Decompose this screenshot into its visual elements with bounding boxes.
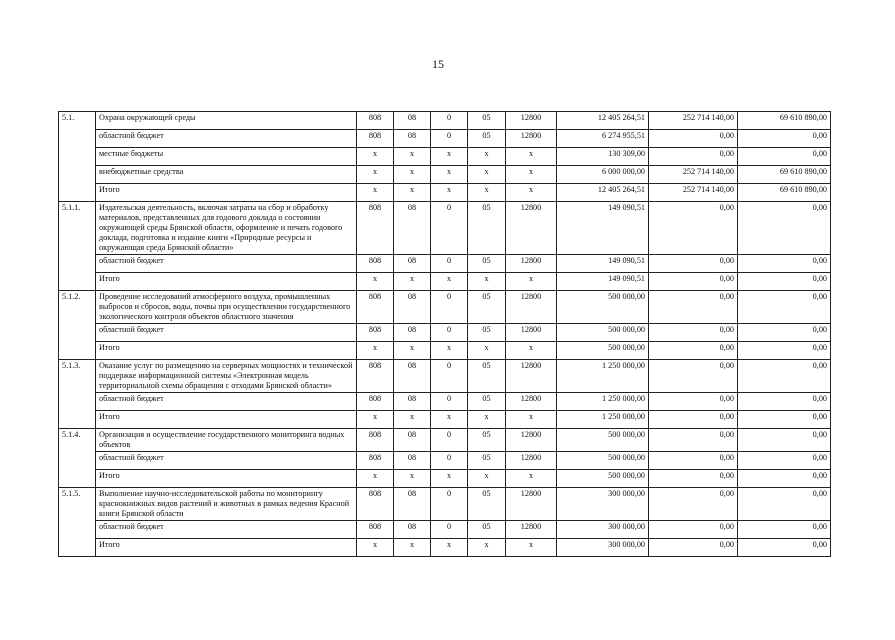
budget-code-cell: 0 <box>431 112 468 130</box>
budget-code-cell: 808 <box>357 429 394 452</box>
budget-code-cell: 808 <box>357 488 394 521</box>
item-description: Организация и осуществление государственного мониторинга водных объектов <box>96 429 357 452</box>
budget-code-cell: x <box>357 166 394 184</box>
budget-code-cell: 08 <box>394 112 431 130</box>
budget-code-cell: x <box>431 273 468 291</box>
budget-code-cell: x <box>468 342 506 360</box>
budget-code-cell: x <box>357 273 394 291</box>
amount-cell: 12 405 264,51 <box>557 184 649 202</box>
budget-code-cell: 0 <box>431 393 468 411</box>
amount-cell: 300 000,00 <box>557 488 649 521</box>
amount-cell: 0,00 <box>649 360 738 393</box>
budget-code-cell: x <box>431 184 468 202</box>
budget-table <box>58 111 831 557</box>
amount-cell: 252 714 140,00 <box>649 166 738 184</box>
budget-code-cell: 05 <box>468 429 506 452</box>
amount-cell: 1 250 000,00 <box>557 393 649 411</box>
table-row-subtotal <box>59 539 831 557</box>
budget-code-cell: 0 <box>431 202 468 255</box>
budget-code-cell: 08 <box>394 291 431 324</box>
budget-code-cell: 808 <box>357 393 394 411</box>
budget-code-cell: x <box>394 411 431 429</box>
budget-code-cell: 0 <box>431 130 468 148</box>
table-row-subtotal <box>59 184 831 202</box>
budget-code-cell: x <box>431 470 468 488</box>
table-row-subtotal <box>59 342 831 360</box>
amount-cell: 0,00 <box>738 342 831 360</box>
amount-cell: 300 000,00 <box>557 521 649 539</box>
budget-code-cell: 05 <box>468 130 506 148</box>
table-row-subtotal <box>59 273 831 291</box>
amount-cell: 0,00 <box>649 411 738 429</box>
amount-cell: 0,00 <box>738 130 831 148</box>
table-row-subtotal <box>59 452 831 470</box>
budget-code-cell: x <box>394 184 431 202</box>
item-description: Итого <box>96 411 357 429</box>
amount-cell: 0,00 <box>738 521 831 539</box>
budget-code-cell: 808 <box>357 130 394 148</box>
budget-code-cell: 05 <box>468 360 506 393</box>
budget-code-cell: 0 <box>431 521 468 539</box>
item-number: 5.1. <box>59 112 96 202</box>
budget-code-cell: x <box>468 184 506 202</box>
amount-cell: 0,00 <box>649 291 738 324</box>
item-description: областной бюджет <box>96 521 357 539</box>
budget-code-cell: 12800 <box>506 393 557 411</box>
budget-code-cell: 808 <box>357 112 394 130</box>
budget-code-cell: x <box>506 166 557 184</box>
amount-cell: 0,00 <box>738 539 831 557</box>
amount-cell: 0,00 <box>649 539 738 557</box>
amount-cell: 0,00 <box>649 521 738 539</box>
amount-cell: 12 405 264,51 <box>557 112 649 130</box>
amount-cell: 0,00 <box>738 470 831 488</box>
amount-cell: 0,00 <box>649 130 738 148</box>
budget-code-cell: 05 <box>468 291 506 324</box>
amount-cell: 500 000,00 <box>557 324 649 342</box>
item-description: областной бюджет <box>96 393 357 411</box>
budget-code-cell: x <box>394 539 431 557</box>
amount-cell: 0,00 <box>649 470 738 488</box>
table-row-subtotal <box>59 521 831 539</box>
budget-code-cell: 0 <box>431 452 468 470</box>
budget-code-cell: 12800 <box>506 429 557 452</box>
budget-code-cell: 08 <box>394 429 431 452</box>
item-description: областной бюджет <box>96 452 357 470</box>
budget-code-cell: 12800 <box>506 255 557 273</box>
budget-code-cell: 0 <box>431 255 468 273</box>
budget-code-cell: x <box>468 148 506 166</box>
amount-cell: 0,00 <box>649 202 738 255</box>
amount-cell: 0,00 <box>738 452 831 470</box>
amount-cell: 149 090,51 <box>557 273 649 291</box>
item-number: 5.1.1. <box>59 202 96 291</box>
table-row-subtotal <box>59 255 831 273</box>
amount-cell: 0,00 <box>649 255 738 273</box>
budget-code-cell: x <box>431 342 468 360</box>
budget-code-cell: x <box>506 411 557 429</box>
budget-code-cell: x <box>506 273 557 291</box>
amount-cell: 500 000,00 <box>557 429 649 452</box>
amount-cell: 0,00 <box>738 411 831 429</box>
budget-code-cell: x <box>431 166 468 184</box>
budget-code-cell: x <box>394 470 431 488</box>
budget-code-cell: 0 <box>431 324 468 342</box>
budget-code-cell: 05 <box>468 452 506 470</box>
budget-code-cell: 12800 <box>506 452 557 470</box>
amount-cell: 0,00 <box>649 452 738 470</box>
amount-cell: 0,00 <box>738 148 831 166</box>
item-description: внебюджетные средства <box>96 166 357 184</box>
item-number: 5.1.5. <box>59 488 96 557</box>
budget-code-cell: x <box>394 148 431 166</box>
budget-code-cell: 0 <box>431 429 468 452</box>
budget-code-cell: 05 <box>468 393 506 411</box>
amount-cell: 252 714 140,00 <box>649 184 738 202</box>
amount-cell: 69 610 890,00 <box>738 166 831 184</box>
table-row-subtotal <box>59 130 831 148</box>
table-row-item <box>59 112 831 130</box>
amount-cell: 69 610 890,00 <box>738 112 831 130</box>
budget-code-cell: x <box>468 273 506 291</box>
amount-cell: 0,00 <box>738 393 831 411</box>
budget-code-cell: x <box>431 148 468 166</box>
item-number: 5.1.4. <box>59 429 96 488</box>
table-row-item <box>59 488 831 521</box>
budget-code-cell: 12800 <box>506 130 557 148</box>
item-description: Итого <box>96 539 357 557</box>
budget-code-cell: x <box>357 342 394 360</box>
budget-code-cell: 808 <box>357 360 394 393</box>
amount-cell: 0,00 <box>738 488 831 521</box>
budget-code-cell: 05 <box>468 521 506 539</box>
page-number: 15 <box>432 57 444 71</box>
amount-cell: 500 000,00 <box>557 342 649 360</box>
amount-cell: 0,00 <box>649 273 738 291</box>
table-row-subtotal <box>59 148 831 166</box>
amount-cell: 0,00 <box>738 360 831 393</box>
item-description: Итого <box>96 342 357 360</box>
amount-cell: 0,00 <box>649 324 738 342</box>
budget-code-cell: x <box>506 470 557 488</box>
amount-cell: 149 090,51 <box>557 202 649 255</box>
table-row-item <box>59 291 831 324</box>
budget-code-cell: 08 <box>394 255 431 273</box>
budget-code-cell: x <box>357 470 394 488</box>
amount-cell: 0,00 <box>649 429 738 452</box>
amount-cell: 0,00 <box>738 273 831 291</box>
budget-code-cell: 12800 <box>506 324 557 342</box>
item-description: местные бюджеты <box>96 148 357 166</box>
amount-cell: 500 000,00 <box>557 452 649 470</box>
budget-code-cell: x <box>506 148 557 166</box>
item-description: Охрана окружающей среды <box>96 112 357 130</box>
budget-code-cell: 08 <box>394 130 431 148</box>
budget-code-cell: x <box>357 148 394 166</box>
budget-code-cell: 05 <box>468 112 506 130</box>
budget-code-cell: 05 <box>468 488 506 521</box>
budget-code-cell: 08 <box>394 360 431 393</box>
budget-code-cell: 12800 <box>506 488 557 521</box>
amount-cell: 149 090,51 <box>557 255 649 273</box>
budget-code-cell: x <box>394 273 431 291</box>
amount-cell: 0,00 <box>649 393 738 411</box>
amount-cell: 0,00 <box>738 324 831 342</box>
amount-cell: 0,00 <box>649 342 738 360</box>
budget-code-cell: 05 <box>468 255 506 273</box>
budget-code-cell: 08 <box>394 393 431 411</box>
amount-cell: 1 250 000,00 <box>557 360 649 393</box>
budget-code-cell: 12800 <box>506 112 557 130</box>
budget-code-cell: x <box>506 184 557 202</box>
budget-code-cell: 808 <box>357 452 394 470</box>
amount-cell: 500 000,00 <box>557 470 649 488</box>
budget-code-cell: 12800 <box>506 202 557 255</box>
table-row-subtotal <box>59 324 831 342</box>
item-description: областной бюджет <box>96 324 357 342</box>
budget-code-cell: x <box>394 342 431 360</box>
budget-code-cell: 08 <box>394 324 431 342</box>
amount-cell: 300 000,00 <box>557 539 649 557</box>
budget-code-cell: 0 <box>431 488 468 521</box>
amount-cell: 0,00 <box>649 488 738 521</box>
table-row-item <box>59 202 831 255</box>
amount-cell: 0,00 <box>738 429 831 452</box>
amount-cell: 1 250 000,00 <box>557 411 649 429</box>
budget-code-cell: 08 <box>394 452 431 470</box>
budget-code-cell: x <box>394 166 431 184</box>
item-description: областной бюджет <box>96 255 357 273</box>
budget-code-cell: x <box>357 539 394 557</box>
table-row-item <box>59 429 831 452</box>
table-row-subtotal <box>59 166 831 184</box>
table-row-subtotal <box>59 393 831 411</box>
table-row-item <box>59 360 831 393</box>
budget-code-cell: x <box>468 411 506 429</box>
item-description: Издательская деятельность, включая затраты на сбор и обработку материалов, представленных для годового доклада о состоянии окружающей среды Брянской области, оформление и печать годового доклада, подготовка и издание книги «Природные ресурсы и окружающая среда Брянской области» <box>96 202 357 255</box>
budget-code-cell: 0 <box>431 291 468 324</box>
item-description: Итого <box>96 184 357 202</box>
table-row-subtotal <box>59 470 831 488</box>
budget-code-cell: x <box>431 411 468 429</box>
budget-code-cell: x <box>506 342 557 360</box>
item-number: 5.1.2. <box>59 291 96 360</box>
amount-cell: 0,00 <box>738 202 831 255</box>
amount-cell: 0,00 <box>738 255 831 273</box>
item-description: Выполнение научно-исследовательской работы по мониторингу краснокнижных видов растений и животных в рамках ведения Красной книги Брянской области <box>96 488 357 521</box>
budget-code-cell: 808 <box>357 255 394 273</box>
budget-code-cell: 0 <box>431 360 468 393</box>
budget-code-cell: 12800 <box>506 521 557 539</box>
amount-cell: 0,00 <box>649 148 738 166</box>
budget-code-cell: x <box>357 184 394 202</box>
item-number: 5.1.3. <box>59 360 96 429</box>
budget-code-cell: 808 <box>357 521 394 539</box>
amount-cell: 0,00 <box>738 291 831 324</box>
table-row-subtotal <box>59 411 831 429</box>
budget-code-cell: 08 <box>394 202 431 255</box>
item-description: Оказание услуг по размещению на серверных мощностях и технической поддержке информационной системы «Электронная модель территориальной схемы обращения с отходами Брянской области» <box>96 360 357 393</box>
item-description: Итого <box>96 273 357 291</box>
amount-cell: 252 714 140,00 <box>649 112 738 130</box>
budget-code-cell: x <box>468 166 506 184</box>
amount-cell: 130 309,00 <box>557 148 649 166</box>
budget-code-cell: 08 <box>394 488 431 521</box>
budget-code-cell: 05 <box>468 202 506 255</box>
budget-code-cell: 808 <box>357 324 394 342</box>
budget-code-cell: x <box>357 411 394 429</box>
budget-code-cell: 808 <box>357 291 394 324</box>
item-description: областной бюджет <box>96 130 357 148</box>
budget-code-cell: 12800 <box>506 291 557 324</box>
budget-code-cell: 808 <box>357 202 394 255</box>
budget-code-cell: 05 <box>468 324 506 342</box>
budget-code-cell: 08 <box>394 521 431 539</box>
item-description: Итого <box>96 470 357 488</box>
amount-cell: 6 274 955,51 <box>557 130 649 148</box>
item-description: Проведение исследований атмосферного воздуха, промышленных выбросов и сбросов, воды, почвы при осуществлении государственного экологического контроля объектов областного значения <box>96 291 357 324</box>
amount-cell: 500 000,00 <box>557 291 649 324</box>
budget-code-cell: x <box>468 470 506 488</box>
budget-code-cell: 12800 <box>506 360 557 393</box>
amount-cell: 69 610 890,00 <box>738 184 831 202</box>
budget-code-cell: x <box>431 539 468 557</box>
budget-code-cell: x <box>468 539 506 557</box>
amount-cell: 6 000 000,00 <box>557 166 649 184</box>
budget-code-cell: x <box>506 539 557 557</box>
